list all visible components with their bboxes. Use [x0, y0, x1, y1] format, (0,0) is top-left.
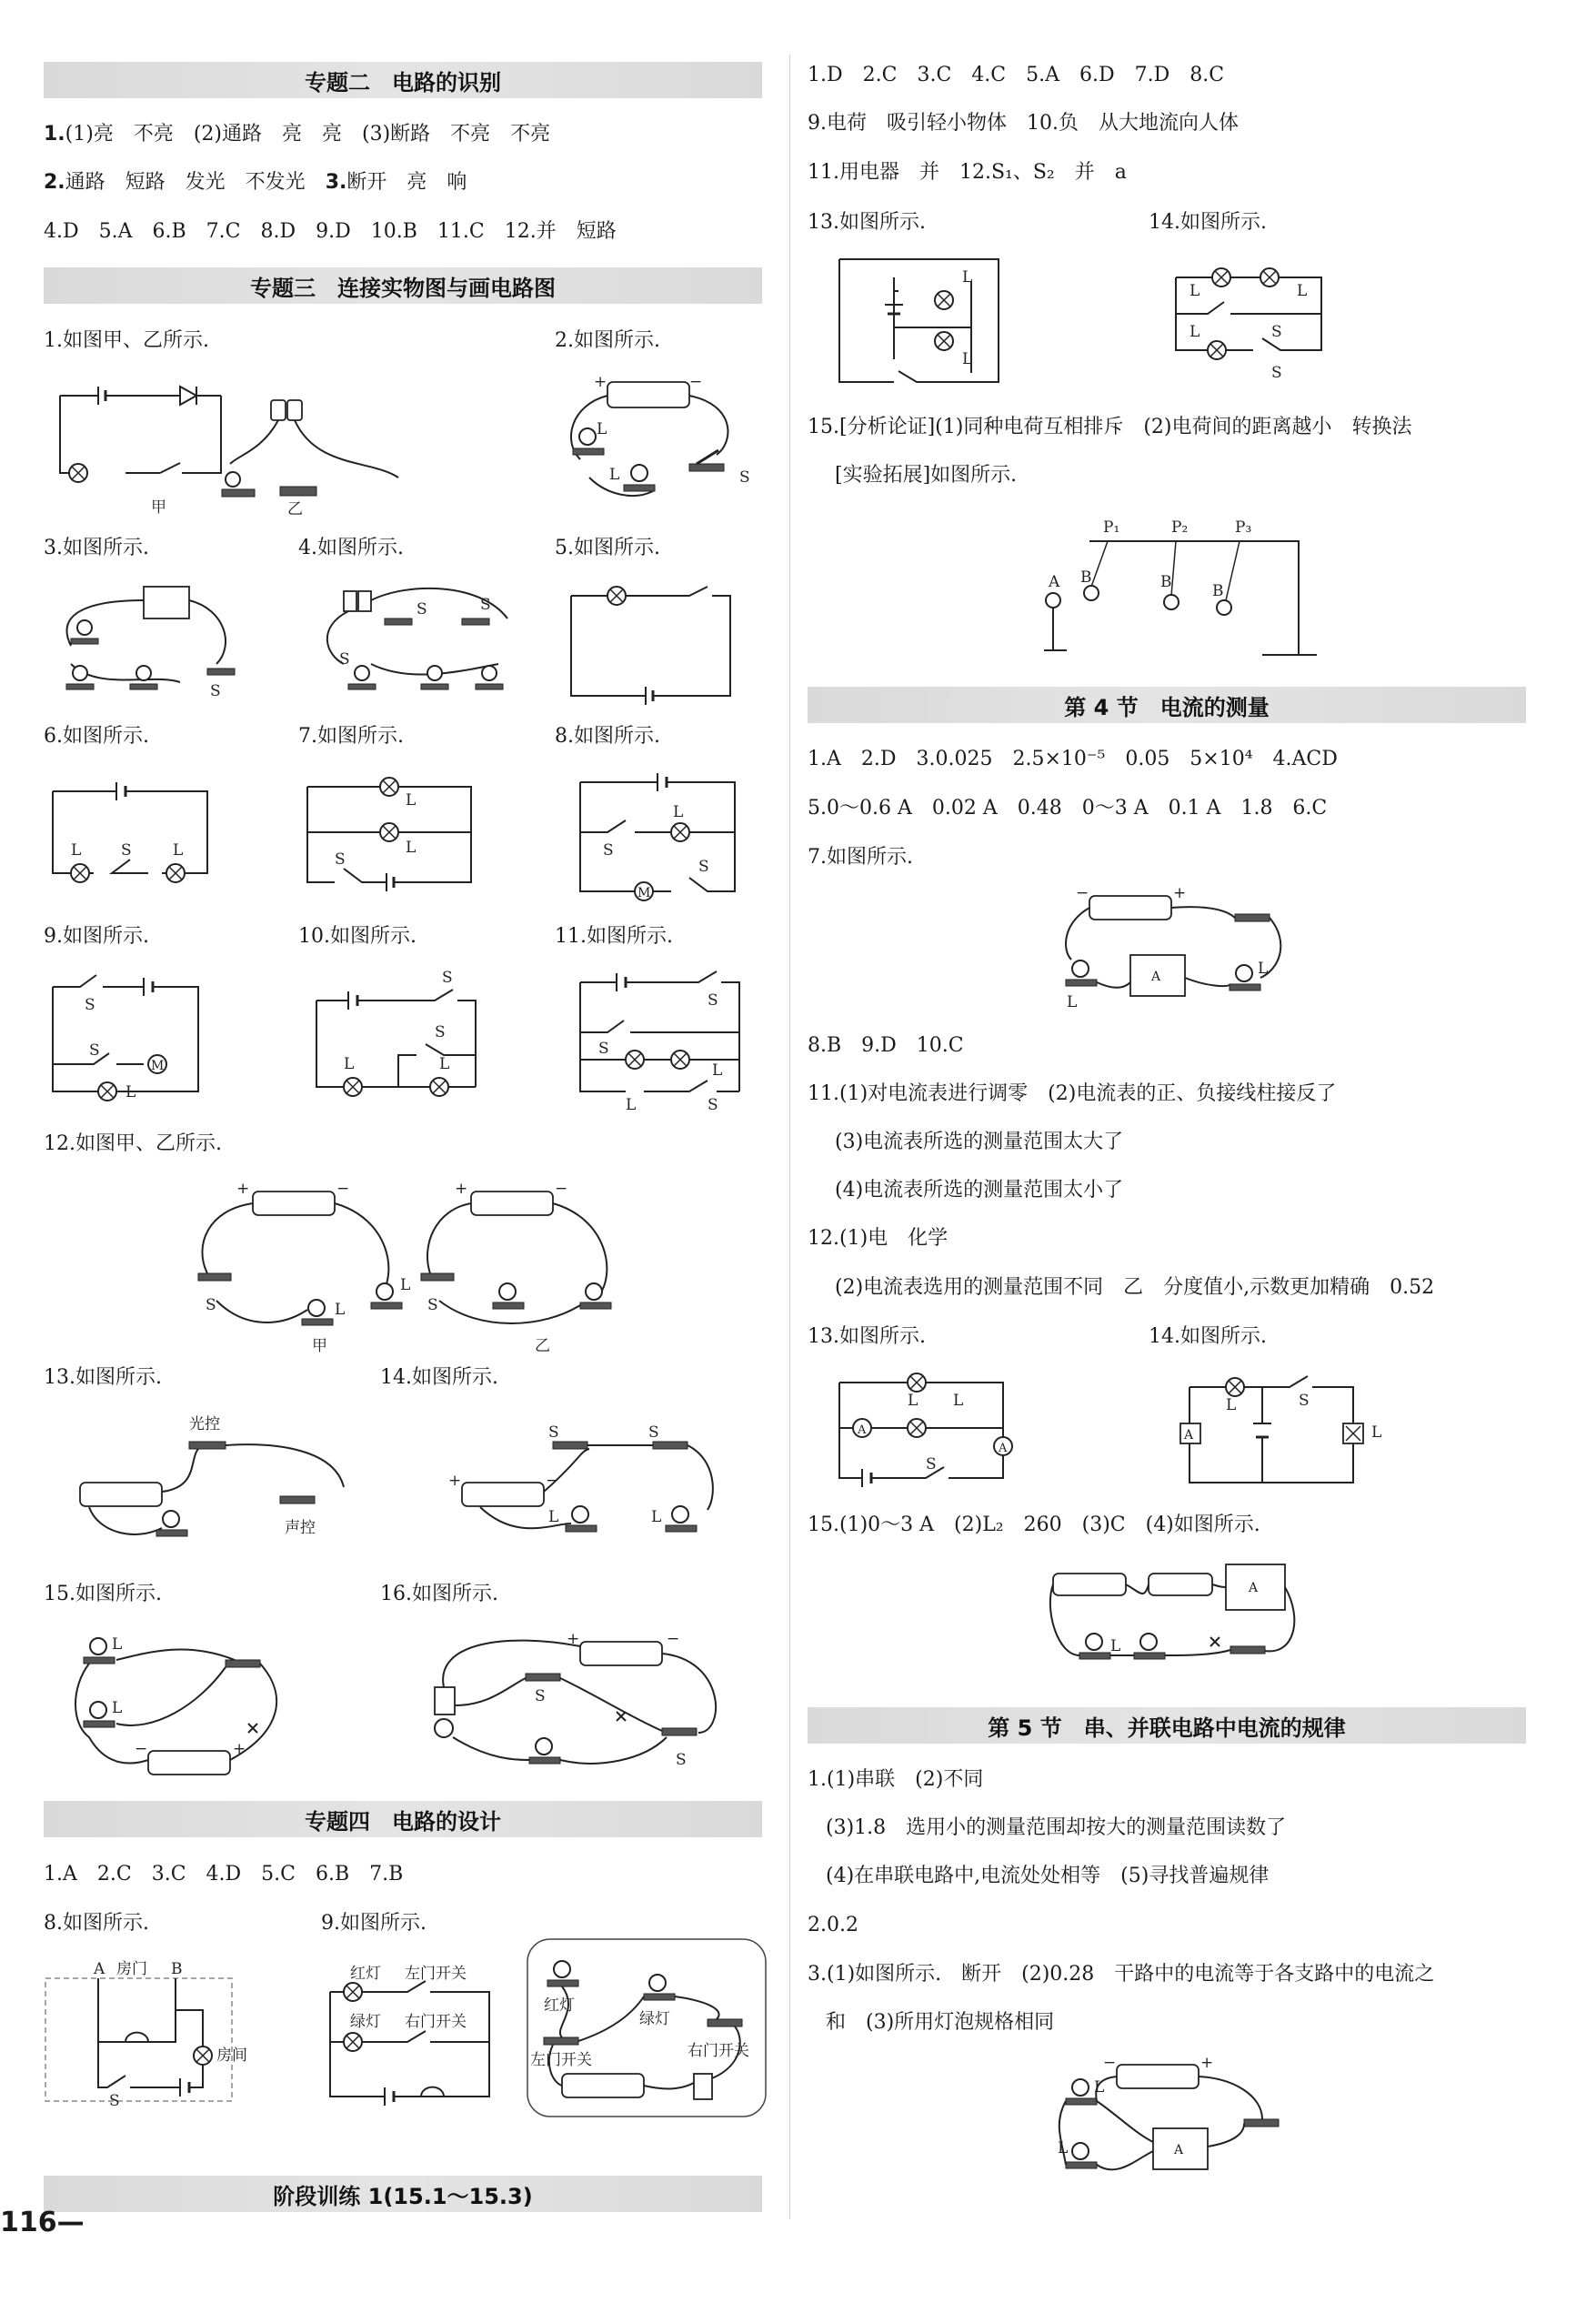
svg-text:S: S	[210, 682, 221, 700]
answer-line: 4.D 5.A 6.B 7.C 8.D 9.D 10.B 11.C 12.并 短路	[44, 220, 617, 243]
svg-text:A: A	[1249, 1581, 1259, 1595]
svg-text:L: L	[908, 1392, 918, 1410]
answer-line: (2)电流表选用的测量范围不同 乙 分度值小,示数更加精确 0.52	[835, 1276, 1435, 1299]
answer-line: 1.A 2.D 3.0.025 2.5×10⁻⁵ 0.05 5×10⁴ 4.ACD	[808, 748, 1338, 770]
svg-text:L: L	[712, 1061, 723, 1080]
label-left-switch: 左门开关	[530, 2051, 592, 2069]
svg-text:L: L	[626, 1096, 637, 1114]
section-heading-sec4: 第 4 节 电流的测量	[808, 687, 1526, 723]
svg-text:S: S	[335, 850, 346, 869]
svg-text:L: L	[400, 1276, 411, 1294]
circuit-figure-q4	[280, 573, 535, 709]
answer-line: 1.(1)亮 不亮 (2)通路 亮 亮 (3)断路 不亮 不亮	[44, 123, 551, 146]
question-caption: 10.如图所示.	[298, 925, 417, 948]
svg-text:L: L	[1371, 1423, 1382, 1442]
answer-line: 2.通路 短路 发光 不发光 3.断开 亮 响	[44, 171, 467, 194]
question-caption: 9.如图所示.	[321, 1912, 427, 1935]
question-caption: 7.如图所示.	[808, 846, 913, 869]
section-heading-topic2: 专题二 电路的识别	[44, 62, 762, 98]
svg-text:L: L	[651, 1508, 662, 1526]
svg-text:P₂: P₂	[1171, 518, 1189, 537]
label-room-door: 房门	[116, 1960, 147, 1978]
svg-text:A: A	[1151, 970, 1161, 984]
question-caption: 8.如图所示.	[44, 1912, 149, 1935]
svg-text:A: A	[1049, 573, 1060, 591]
svg-text:L: L	[548, 1508, 559, 1526]
svg-text:−: −	[336, 1180, 350, 1198]
answer-line: 11.用电器 并 12.S₁、S₂ 并 a	[808, 161, 1127, 184]
circuit-figure-q8-design	[44, 1956, 253, 2110]
svg-text:S: S	[442, 969, 453, 987]
svg-text:+: +	[236, 1180, 250, 1198]
question-caption: 14.如图所示.	[380, 1366, 498, 1389]
question-caption: 13.如图所示.	[808, 1325, 926, 1348]
question-caption: 1.如图甲、乙所示.	[44, 329, 209, 352]
question-caption: 13.如图所示.	[808, 211, 926, 234]
answer-line: 9.电荷 吸引轻小物体 10.负 从大地流向人体	[808, 112, 1239, 135]
svg-text:A: A	[999, 1442, 1008, 1455]
svg-text:S: S	[1271, 364, 1282, 382]
svg-text:S: S	[121, 841, 132, 860]
label-point-b: B	[171, 1960, 183, 1978]
svg-text:S: S	[339, 650, 350, 669]
svg-text:L: L	[609, 466, 620, 484]
label-left-switch: 左门开关	[405, 1965, 467, 1983]
svg-text:S: S	[708, 991, 718, 1010]
svg-text:+: +	[1173, 884, 1187, 902]
label-green-lamp: 绿灯	[639, 2010, 670, 2028]
label-red-lamp: 红灯	[350, 1965, 381, 1983]
svg-text:A: A	[858, 1423, 867, 1437]
svg-text:S: S	[708, 1096, 718, 1114]
svg-text:−: −	[546, 1472, 559, 1490]
svg-text:L: L	[406, 791, 417, 810]
question-caption: 16.如图所示.	[380, 1583, 498, 1605]
circuit-figure-q13-right	[835, 255, 1017, 387]
label-point-a: A	[94, 1960, 105, 1978]
svg-text:L: L	[406, 839, 417, 857]
circuit-figure-q13	[62, 1405, 353, 1560]
svg-text:B: B	[1080, 568, 1092, 587]
question-caption: 14.如图所示.	[1149, 211, 1267, 234]
circuit-figure-q10	[307, 964, 498, 1101]
section-heading-stage: 阶段训练 1(15.1～15.3)	[44, 2176, 762, 2212]
svg-text:L: L	[1258, 960, 1269, 978]
svg-text:M: M	[637, 886, 651, 900]
svg-text:−: −	[667, 1630, 680, 1648]
svg-text:S: S	[926, 1455, 937, 1473]
svg-text:L: L	[125, 1083, 136, 1101]
circuit-figure-q13-sec4	[835, 1369, 1017, 1487]
circuit-figure-q8	[571, 764, 762, 905]
question-caption: 13.如图所示.	[44, 1366, 162, 1389]
svg-text:L: L	[1067, 993, 1078, 1011]
question-caption: 15.如图所示.	[44, 1583, 162, 1605]
svg-text:L: L	[1058, 2139, 1069, 2157]
svg-text:S: S	[89, 1041, 100, 1060]
circuit-figure-q5	[562, 582, 744, 700]
svg-text:L: L	[112, 1635, 123, 1654]
answer-line: 5.0～0.6 A 0.02 A 0.48 0～3 A 0.1 A 1.8 6.C	[808, 797, 1328, 820]
svg-text:L: L	[953, 1392, 964, 1410]
svg-text:L: L	[1094, 2078, 1105, 2097]
circuit-figure-q3	[44, 573, 253, 709]
svg-text:P₃: P₃	[1235, 518, 1252, 537]
svg-text:L: L	[335, 1301, 346, 1319]
circuit-figure-q14	[444, 1405, 735, 1560]
answer-line: 1.(1)串联 (2)不同	[808, 1768, 984, 1791]
svg-text:L: L	[439, 1055, 450, 1073]
circuit-figure-q12	[189, 1173, 626, 1355]
svg-text:S: S	[676, 1751, 687, 1769]
svg-text:−: −	[1103, 2054, 1117, 2072]
label-green-lamp: 绿灯	[350, 2013, 381, 2031]
svg-text:L: L	[1189, 323, 1200, 341]
answer-line: 15.(1)0～3 A (2)L₂ 260 (3)C (4)如图所示.	[808, 1513, 1260, 1536]
question-caption: 3.如图所示.	[44, 537, 149, 559]
svg-text:S: S	[427, 1296, 438, 1314]
label-jia: 甲	[312, 1337, 327, 1355]
label-sound-control: 声控	[285, 1519, 316, 1537]
circuit-figure-q14-sec4	[1171, 1369, 1380, 1496]
label-right-switch: 右门开关	[405, 2013, 467, 2031]
circuit-figure-q9-physical	[526, 1937, 771, 2119]
svg-text:B: B	[1160, 573, 1172, 591]
svg-text:A: A	[1174, 2143, 1184, 2157]
answer-line: 2.0.2	[808, 1914, 858, 1936]
answer-line: 3.(1)如图所示. 断开 (2)0.28 干路中的电流等于各支路中的电流之	[808, 1963, 1435, 1986]
svg-text:−: −	[555, 1180, 568, 1198]
svg-text:L: L	[962, 268, 973, 287]
svg-text:S: S	[1271, 323, 1282, 341]
svg-text:L: L	[1110, 1637, 1121, 1655]
svg-text:L: L	[71, 841, 82, 860]
svg-text:−: −	[135, 1740, 148, 1758]
answer-line: [实验拓展]如图所示.	[835, 464, 1018, 487]
svg-text:+: +	[594, 373, 607, 391]
circuit-figure-q7	[298, 769, 489, 891]
question-caption: 7.如图所示.	[298, 725, 404, 748]
svg-text:A: A	[1184, 1428, 1194, 1443]
question-caption: 6.如图所示.	[44, 725, 149, 748]
answer-line: 8.B 9.D 10.C	[808, 1034, 964, 1057]
answer-line: 15.[分析论证](1)同种电荷互相排斥 (2)电荷间的距离越小 转换法	[808, 416, 1412, 438]
svg-text:S: S	[1299, 1392, 1310, 1410]
label-light-control: 光控	[189, 1415, 220, 1433]
svg-text:L: L	[1226, 1396, 1237, 1414]
svg-text:+: +	[1200, 2054, 1214, 2072]
circuit-figure-q6	[44, 769, 226, 887]
circuit-figure-q2	[553, 368, 771, 518]
circuit-figure-q1	[44, 368, 344, 518]
svg-text:S: S	[603, 841, 614, 860]
answer-line: 12.(1)电 化学	[808, 1227, 949, 1250]
svg-text:P₁: P₁	[1103, 518, 1120, 537]
svg-text:L: L	[1297, 282, 1308, 300]
label-room: 房间	[216, 2046, 247, 2065]
svg-text:S: S	[535, 1687, 546, 1705]
answer-line: (4)电流表所选的测量范围太小了	[835, 1179, 1124, 1202]
label-yi: 乙	[287, 500, 303, 518]
experiment-figure	[1044, 509, 1335, 664]
svg-text:−: −	[1076, 884, 1089, 902]
answer-line: 和 (3)所用灯泡规格相同	[826, 2011, 1055, 2034]
section-heading-topic4: 专题四 电路的设计	[44, 1801, 762, 1837]
question-caption: 12.如图甲、乙所示.	[44, 1132, 222, 1155]
answer-line: (4)在串联电路中,电流处处相等 (5)寻找普遍规律	[826, 1865, 1270, 1887]
question-caption: 2.如图所示.	[555, 329, 660, 352]
question-caption: 5.如图所示.	[555, 537, 660, 559]
svg-text:S: S	[480, 596, 491, 614]
svg-text:L: L	[597, 420, 607, 438]
answer-line: 11.(1)对电流表进行调零 (2)电流表的正、负接线柱接反了	[808, 1082, 1337, 1105]
question-caption: 8.如图所示.	[555, 725, 660, 748]
svg-text:S: S	[739, 468, 750, 487]
question-caption: 9.如图所示.	[44, 925, 149, 948]
answer-line: 1.A 2.C 3.C 4.D 5.C 6.B 7.B	[44, 1863, 404, 1886]
svg-text:+: +	[233, 1740, 246, 1758]
svg-text:S: S	[109, 2092, 120, 2110]
svg-text:L: L	[962, 350, 973, 368]
svg-text:S: S	[85, 996, 95, 1014]
answer-line: (3)1.8 选用小的测量范围却按大的测量范围读数了	[826, 1816, 1287, 1839]
svg-text:S: S	[548, 1423, 559, 1442]
svg-text:B: B	[1212, 582, 1224, 600]
circuit-figure-q3-sec5	[1053, 2051, 1308, 2187]
page-number: 116—	[0, 2207, 85, 2238]
circuit-figure-q14-right	[1171, 255, 1353, 391]
svg-text:M: M	[151, 1059, 165, 1073]
label-jia: 甲	[151, 498, 166, 517]
svg-text:S: S	[435, 1023, 446, 1041]
svg-text:L: L	[344, 1055, 355, 1073]
circuit-figure-q11	[571, 964, 762, 1114]
answer-line: 1.D 2.C 3.C 4.C 5.A 6.D 7.D 8.C	[808, 64, 1225, 86]
circuit-figure-q9	[44, 964, 226, 1101]
svg-text:S: S	[648, 1423, 659, 1442]
question-caption: 11.如图所示.	[555, 925, 673, 948]
svg-text:S: S	[417, 600, 427, 618]
label-red-lamp: 红灯	[544, 1996, 575, 2015]
svg-text:−: −	[689, 373, 703, 391]
label-yi: 乙	[535, 1337, 550, 1355]
circuit-figure-q15	[62, 1624, 307, 1783]
svg-text:S: S	[598, 1040, 609, 1058]
svg-text:+: +	[455, 1180, 468, 1198]
answer-line: (3)电流表所选的测量范围太大了	[835, 1131, 1124, 1153]
column-divider	[789, 55, 790, 2219]
svg-text:+: +	[567, 1630, 580, 1648]
svg-text:L: L	[112, 1699, 123, 1717]
section-heading-sec5: 第 5 节 串、并联电路中电流的规律	[808, 1707, 1526, 1744]
svg-text:S: S	[206, 1296, 216, 1314]
circuit-figure-q7-sec4	[1053, 884, 1326, 1019]
section-heading-topic3: 专题三 连接实物图与画电路图	[44, 267, 762, 304]
question-caption: 4.如图所示.	[298, 537, 404, 559]
circuit-figure-q9-design	[321, 1956, 503, 2106]
svg-text:+: +	[448, 1472, 462, 1490]
svg-text:S: S	[698, 858, 709, 876]
circuit-figure-q15-sec4	[1049, 1555, 1303, 1683]
circuit-figure-q16	[417, 1624, 735, 1787]
question-caption: 14.如图所示.	[1149, 1325, 1267, 1348]
svg-text:L: L	[173, 841, 184, 860]
label-right-switch: 右门开关	[688, 2042, 749, 2060]
svg-text:L: L	[1189, 282, 1200, 300]
svg-text:L: L	[673, 803, 684, 821]
